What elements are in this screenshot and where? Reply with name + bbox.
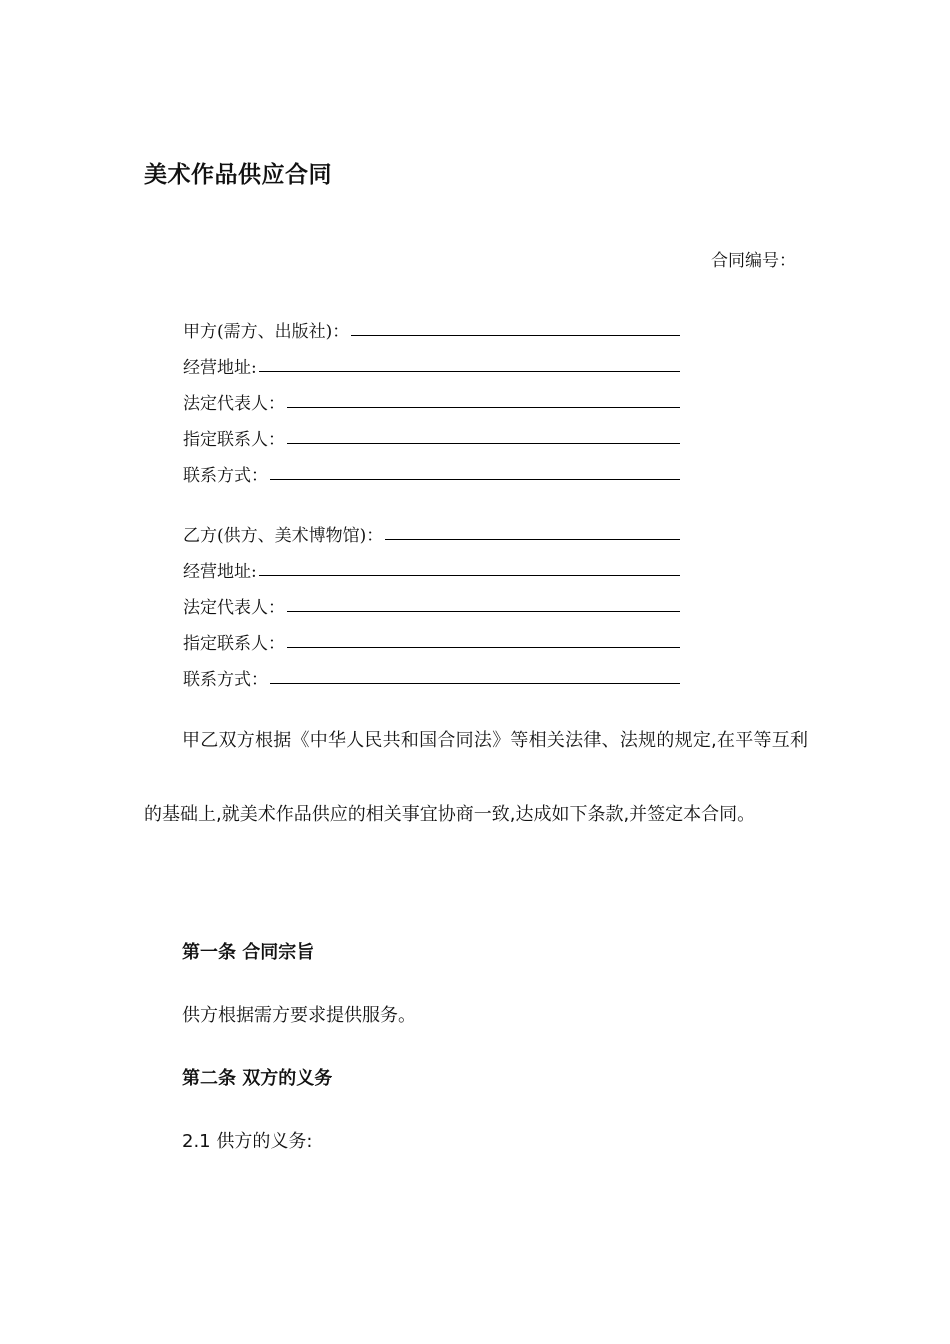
party-b-contact-person-row bbox=[183, 618, 680, 654]
party-b-name-blank[interactable] bbox=[385, 538, 680, 540]
party-b-address-row bbox=[183, 546, 680, 582]
article-2-heading: 第二条 双方的义务 bbox=[182, 1068, 333, 1089]
party-a-name-row bbox=[183, 306, 680, 342]
party-a-contact-method-row bbox=[183, 450, 680, 486]
party-a-block bbox=[183, 306, 680, 486]
party-b-legal-rep-blank[interactable] bbox=[287, 610, 680, 612]
party-a-contact-person-row bbox=[183, 414, 680, 450]
party-a-legal-rep-row bbox=[183, 378, 680, 414]
party-a-address-row bbox=[183, 342, 680, 378]
document-title: 美术作品供应合同 bbox=[144, 162, 332, 188]
party-b-block bbox=[183, 510, 680, 690]
party-b-contact-method-label: 联系方式： bbox=[183, 670, 268, 690]
party-a-name-label: 甲方(需方、出版社)： bbox=[183, 322, 350, 342]
party-b-legal-rep-row bbox=[183, 582, 680, 618]
party-a-contact-person-label: 指定联系人： bbox=[183, 430, 285, 450]
party-a-contact-person-blank[interactable] bbox=[287, 442, 680, 444]
party-a-contact-method-label: 联系方式： bbox=[183, 466, 268, 486]
party-a-name-blank[interactable] bbox=[351, 334, 680, 336]
party-b-name-row bbox=[183, 510, 680, 546]
party-b-address-blank[interactable] bbox=[259, 574, 680, 576]
party-a-address-label: 经营地址: bbox=[183, 358, 257, 378]
party-b-name-label: 乙方(供方、美术博物馆)： bbox=[183, 526, 384, 546]
intro-paragraph: 甲乙双方根据《中华人民共和国合同法》等相关法律、法规的规定,在平等互利的基础上,就美术作品供应的相关事宜协商一致,达成如下条款,并签定本合同。 bbox=[144, 730, 808, 825]
party-b-contact-method-row bbox=[183, 654, 680, 690]
party-a-contact-method-blank[interactable] bbox=[270, 478, 680, 480]
contract-number-label: 合同编号： bbox=[711, 251, 796, 271]
article-1-heading: 第一条 合同宗旨 bbox=[182, 942, 315, 963]
article-2-subsection-1: 2.1 供方的义务: bbox=[182, 1131, 313, 1152]
party-a-legal-rep-label: 法定代表人： bbox=[183, 394, 285, 414]
party-b-contact-method-blank[interactable] bbox=[270, 682, 680, 684]
article-1-body: 供方根据需方要求提供服务。 bbox=[182, 1005, 416, 1026]
party-b-contact-person-blank[interactable] bbox=[287, 646, 680, 648]
party-b-address-label: 经营地址: bbox=[183, 562, 257, 582]
party-b-legal-rep-label: 法定代表人： bbox=[183, 598, 285, 618]
party-a-address-blank[interactable] bbox=[259, 370, 680, 372]
party-a-legal-rep-blank[interactable] bbox=[287, 406, 680, 408]
party-b-contact-person-label: 指定联系人： bbox=[183, 634, 285, 654]
